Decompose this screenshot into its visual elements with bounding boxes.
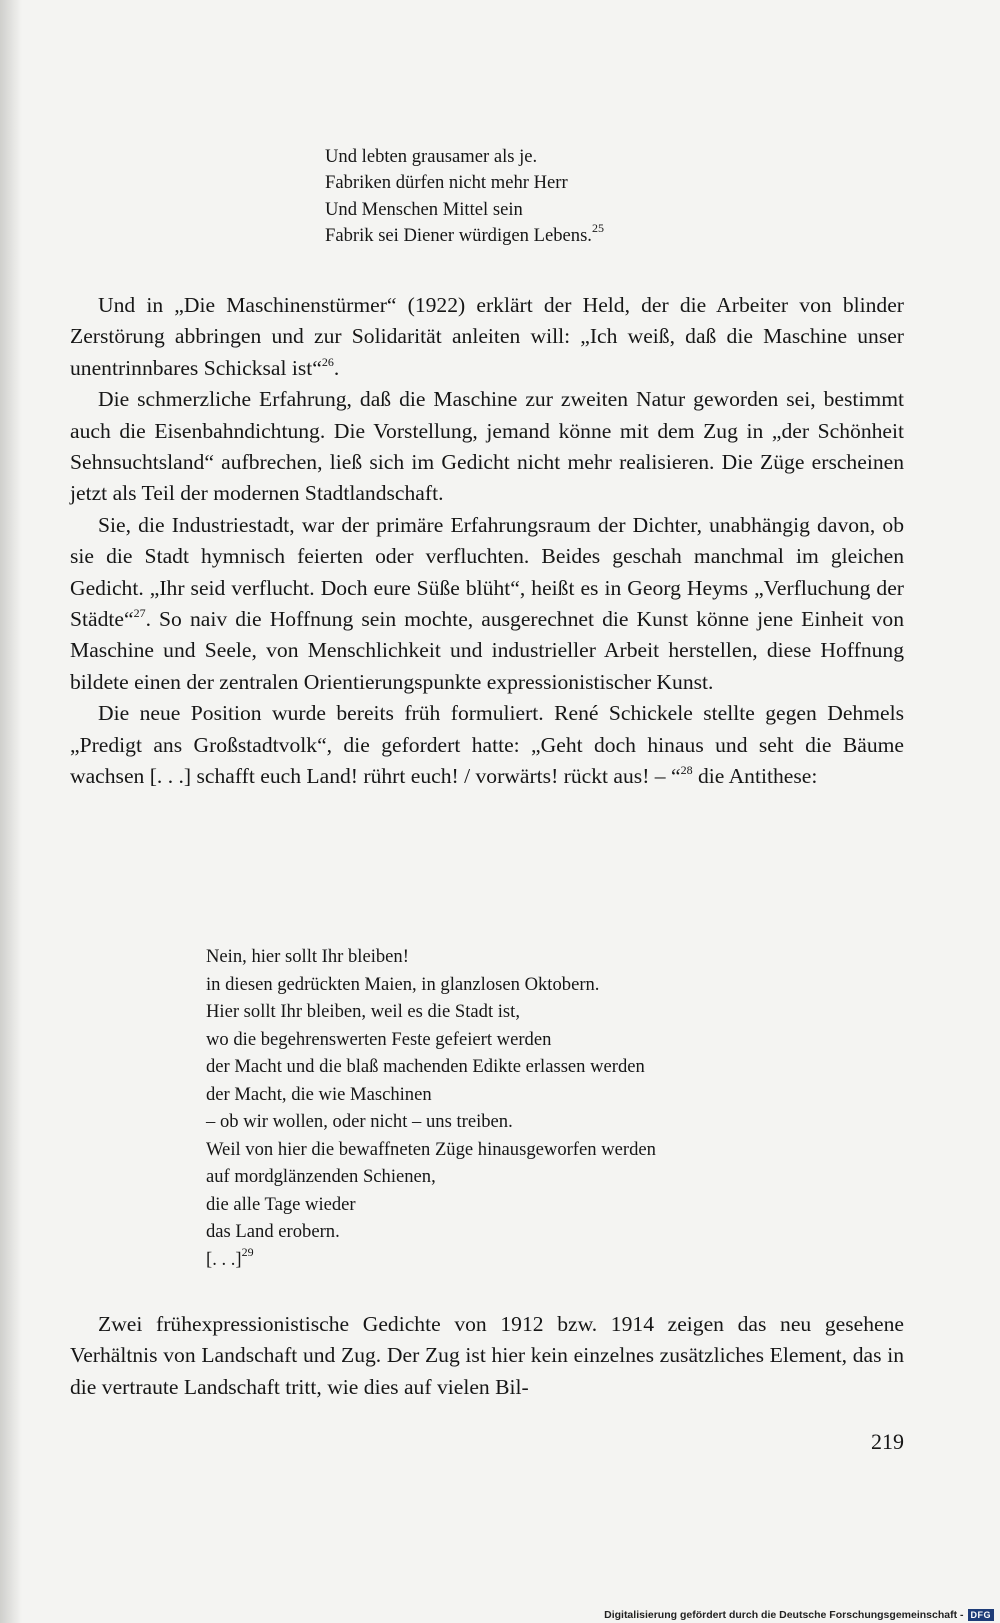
verse-line: auf mordglänzenden Schienen,: [206, 1166, 436, 1187]
digitization-footer: [604, 1609, 994, 1621]
body-text-lower: [70, 1309, 904, 1403]
paragraph: [70, 290, 904, 384]
paragraph-text: Sie, die Industriestadt, war der primäre Erfahrungsraum der Dichter, unabhängig davon, ob sie die Stadt hymnisch feierten oder verfluchten. Beides geschah manchmal im gleichen Gedicht. „Ihr seid verflucht. Doch eure Süße blüht“, heißt es in Georg Heyms „Verfluchung der Städte“: [70, 512, 904, 632]
verse-line: Und lebten grausamer als je.: [325, 146, 538, 167]
body-text-upper: [70, 290, 904, 793]
poem-excerpt-schickele: [206, 943, 656, 1273]
verse-line: das Land erobern.: [206, 1221, 340, 1242]
paragraph-text: Und in „Die Maschinenstürmer“ (1922) erklärt der Held, der die Arbeiter von blinder Zerstörung abbringen und zur Solidarität anleiten will: „Ich weiß, daß die Maschine unser unentrinnbares Schicksal ist“: [70, 293, 904, 380]
footnote-ref: 27: [133, 606, 146, 621]
verse-line: Weil von hier die bewaffneten Züge hinausgeworfen werden: [206, 1138, 656, 1160]
paragraph-text: Die neue Position wurde bereits früh formuliert. René Schickele stellte gegen Dehmels „Predigt ans Großstadtvolk“, die gefordert hatte: „Geht doch hinaus und seht die Bäume wachsen [. . .] schafft euch Land! rührt euch! / vorwärts! rückt aus! – “: [70, 701, 904, 789]
footnote-ref: 28: [680, 763, 693, 778]
footnote-ref: 25: [591, 221, 604, 236]
footnote-ref: 26: [321, 354, 334, 369]
verse-line-text: [. . .]: [206, 1248, 242, 1270]
poem-excerpt-top: [325, 144, 604, 250]
footer-text: Digitalisierung gefördert durch die Deutsche Forschungsgemeinschaft -: [604, 1609, 964, 1621]
verse-line: wo die begehrenswerten Feste gefeiert werden: [206, 1028, 552, 1050]
verse-line: Fabriken dürfen nicht mehr Herr: [325, 172, 568, 194]
paragraph: Zwei frühexpressionistische Gedichte von 1912 bzw. 1914 zeigen das neu gesehene Verhältnis von Landschaft und Zug. Der Zug ist hier kein einzelnes zusätzliches Element, das in die vertraute Landschaft tritt, wie dies auf vielen Bil-: [70, 1312, 904, 1399]
verse-line: [325, 223, 604, 249]
page-number: 219: [871, 1429, 904, 1454]
dfg-logo: DFG: [968, 1609, 995, 1621]
paragraph: [70, 510, 904, 698]
verse-line: – ob wir wollen, oder nicht – uns treiben.: [206, 1111, 513, 1132]
verse-line: [206, 1246, 656, 1274]
verse-line-text: Fabrik sei Diener würdigen Lebens.: [325, 225, 592, 247]
paragraph-text: die Antithese:: [692, 764, 818, 789]
verse-line: in diesen gedrückten Maien, in glanzlosen Oktobern.: [206, 973, 600, 995]
verse-line: Nein, hier sollt Ihr bleiben!: [206, 946, 409, 967]
verse-line: der Macht, die wie Maschinen: [206, 1083, 432, 1105]
verse-line: der Macht und die blaß machenden Edikte erlassen werden: [206, 1056, 645, 1077]
paragraph: Die schmerzliche Erfahrung, daß die Maschine zur zweiten Natur geworden sei, bestimmt auch die Eisenbahndichtung. Die Vorstellung, jemand könne mit dem Zug in „der Schönheit Sehnsuchtsland“ aufbrechen, ließ sich im Gedicht nicht mehr realisieren. Die Züge erscheinen jetzt als Teil der modernen Stadtlandschaft.: [70, 387, 904, 506]
paragraph-text: . So naiv die Hoffnung sein mochte, ausgerechnet die Kunst könne jene Einheit von Maschine und Seele, von Menschlichkeit und industrieller Arbeit herstellen, diese Hoffnung bildete einen der zentralen Orientierungspunkte expressionistischer Kunst.: [70, 607, 904, 694]
verse-line: Und Menschen Mittel sein: [325, 198, 523, 220]
footnote-ref: 29: [241, 1244, 254, 1259]
verse-line: die alle Tage wieder: [206, 1193, 356, 1215]
paragraph-text: .: [333, 355, 340, 380]
verse-line: Hier sollt Ihr bleiben, weil es die Stadt ist,: [206, 1001, 520, 1022]
paragraph: [70, 698, 904, 792]
